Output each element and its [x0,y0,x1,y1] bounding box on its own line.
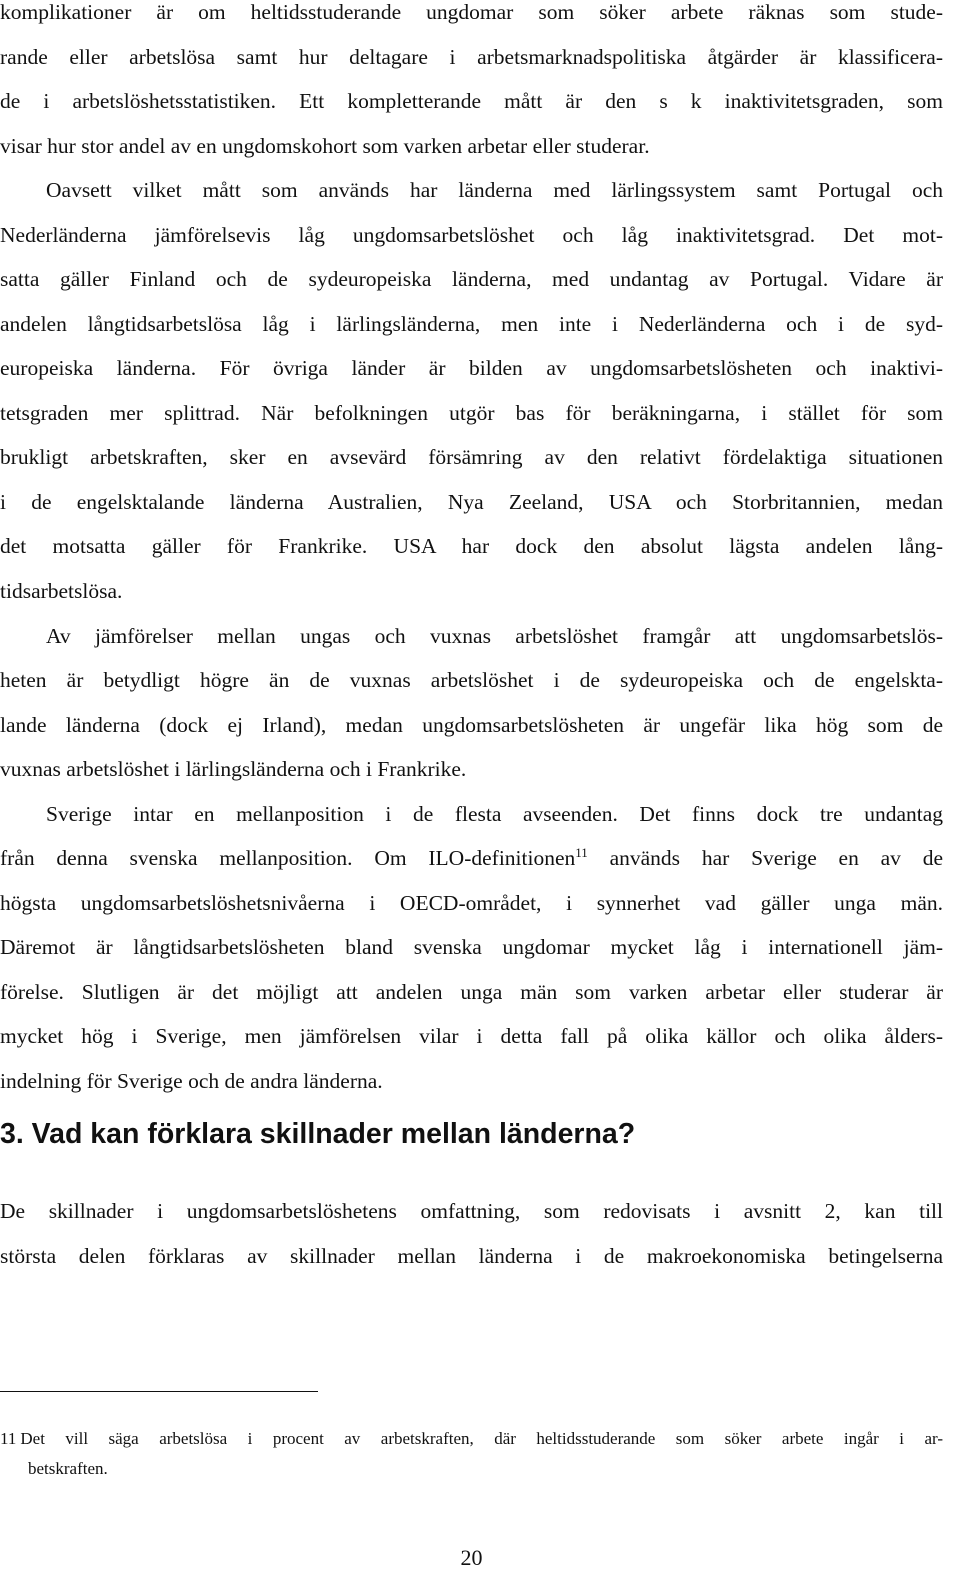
body-line: största delen förklaras av skillnader mellan länderna i de makroekonomiska betingelserna [0,1244,943,1268]
body-line: rande eller arbetslösa samt hur deltagare i arbetsmarknadspolitiska åtgärder är klassificera- [0,45,943,69]
body-line: komplikationer är om heltidsstuderande ungdomar som söker arbete räknas som stude- [0,0,943,24]
body-line: förelse. Slutligen är det möjligt att andelen unga män som varken arbetar eller studerar är [0,980,943,1004]
body-line: vuxnas arbetslöshet i lärlingsländerna och i Frankrike. [0,757,467,781]
body-line: tetsgraden mer splittrad. När befolkningen utgör bas för beräkningarna, i stället för som [0,401,943,425]
body-line-segment: används har Sverige en av de [587,846,943,870]
footnote-continuation: betskraften. [28,1459,108,1478]
body-line: Nederländerna jämförelsevis låg ungdomsarbetslöshet och låg inaktivitetsgrad. Det mot- [0,223,943,247]
footnote [0,1424,943,1454]
body-line: brukligt arbetskraften, sker en avsevärd försämring av den relativt fördelaktiga situationen [0,445,943,469]
body-line: De skillnader i ungdomsarbetslöshetens omfattning, som redovisats i avsnitt 2, kan till [0,1199,943,1223]
body-line: visar hur stor andel av en ungdomskohort som varken arbetar eller studerar. [0,134,650,158]
body-line: högsta ungdomsarbetslöshetsnivåerna i OECD-området, i synnerhet vad gäller unga män. [0,891,943,915]
body-line: lande länderna (dock ej Irland), medan ungdomsarbetslösheten är ungefär lika hög som de [0,713,943,737]
body-line: de i arbetslöshetsstatistiken. Ett kompletterande mått är den s k inaktivitetsgraden, som [0,89,943,113]
footnote-separator [0,1391,318,1392]
footnote-reference: 11 [575,844,588,860]
body-line: tidsarbetslösa. [0,579,123,603]
body-line: heten är betydligt högre än de vuxnas arbetslöshet i de sydeuropeiska och de engelskta- [0,668,943,692]
body-line: europeiska länderna. För övriga länder är bilden av ungdomsarbetslösheten och inaktivi- [0,356,943,380]
section-heading: 3. Vad kan förklara skillnader mellan länderna? [0,1118,636,1150]
body-line: Sverige intar en mellanposition i de flesta avseenden. Det finns dock tre undantag [46,802,943,826]
body-line: i de engelsktalande länderna Australien, Nya Zeeland, USA och Storbritannien, medan [0,490,943,514]
footnote-text: Det vill säga arbetslösa i procent av arbetskraften, där heltidsstuderande som söker arbete ingår i ar- [20,1429,943,1448]
body-line: det motsatta gäller för Frankrike. USA har dock den absolut lägsta andelen lång- [0,534,943,558]
body-line: Oavsett vilket mått som används har länderna med lärlingssystem samt Portugal och [46,178,943,202]
body-line-segment: från denna svenska mellanposition. Om ILO-definitionen [0,846,576,870]
page-number: 20 [460,1545,483,1570]
body-line [0,836,943,880]
footnote-mark: 11 [0,1429,17,1448]
body-line: Däremot är långtidsarbetslösheten bland svenska ungdomar mycket låg i internationell jäm- [0,935,943,959]
body-line: Av jämförelser mellan ungas och vuxnas arbetslöshet framgår att ungdomsarbetslös- [46,624,943,648]
body-line: satta gäller Finland och de sydeuropeiska länderna, med undantag av Portugal. Vidare är [0,267,943,291]
body-line: indelning för Sverige och de andra länderna. [0,1069,383,1093]
body-line: andelen långtidsarbetslösa låg i lärlingsländerna, men inte i Nederländerna och i de syd- [0,312,943,336]
body-line: mycket hög i Sverige, men jämförelsen vilar i detta fall på olika källor och olika ålders- [0,1024,943,1048]
